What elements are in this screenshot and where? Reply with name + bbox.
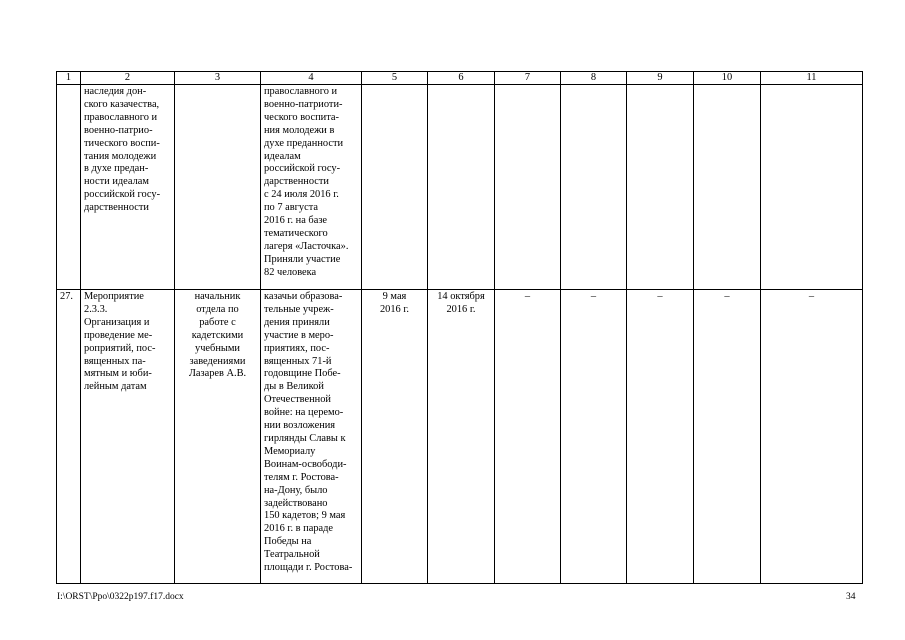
actual-date-cell	[428, 290, 495, 584]
cell-text-line: Организация и	[84, 316, 150, 328]
cell-text-line: по 7 августа	[264, 202, 319, 214]
activity-name-cell	[81, 290, 175, 584]
cell-text-line: духе преданности	[264, 137, 344, 149]
planned-date-cell	[362, 290, 428, 584]
cell-text-line: ческого воспита-	[264, 111, 339, 123]
file-path-footer: I:\ORST\Ppo\0322p197.f17.docx	[57, 592, 184, 602]
cell-text-line: кадетскими	[191, 329, 244, 341]
cell-text-line: роприятий, пос-	[84, 342, 156, 354]
column-number: 4	[261, 72, 362, 85]
cell-text-line: гирлянды Славы к	[264, 432, 346, 444]
cell-text-line: отдела по	[196, 303, 239, 315]
cell-text-line: лейным датам	[84, 381, 147, 393]
cell-text-line: нии возложения	[264, 420, 336, 432]
cell-text-line: вященных 71-й	[264, 355, 332, 367]
cell-text-line: участие в меро-	[264, 329, 334, 341]
cell-text-line: Лазарев А.В.	[188, 368, 247, 380]
cell-text-line: Приняли участие	[264, 253, 341, 265]
cell-text-line: начальник	[194, 291, 241, 302]
responsible-cell	[175, 290, 261, 584]
cell-text-line: казачьи образова-	[264, 291, 343, 302]
cell-text-line: с 24 июля 2016 г.	[264, 189, 339, 201]
cell-text-line: военно-патрио-	[84, 124, 153, 136]
cell-text-line: 150 кадетов; 9 мая	[264, 510, 346, 522]
cell-text-line: в духе предан-	[84, 163, 149, 175]
dash-cell: –	[627, 290, 694, 584]
cell-text-line: православного и	[264, 86, 338, 97]
column-number: 3	[175, 72, 261, 85]
dash-cell: –	[495, 290, 561, 584]
column-number: 5	[362, 72, 428, 85]
cell-text-line: годовщине Побе-	[264, 368, 341, 380]
cell-text-line: 14 октября	[437, 291, 485, 302]
table-cell	[627, 85, 694, 290]
cell-text-line: наследия дон-	[84, 86, 147, 97]
cell-text-line: учебными	[195, 342, 240, 354]
cell-text-line: мятным и юби-	[84, 368, 152, 380]
responsible-cell	[175, 85, 261, 290]
cell-text-line: 2016 г. на базе	[264, 215, 328, 227]
actual-date-cell	[428, 85, 495, 290]
column-number: 8	[561, 72, 627, 85]
cell-text-line: войне: на церемо-	[264, 407, 344, 419]
cell-text-line: дарственности	[84, 202, 149, 214]
table-cell	[561, 85, 627, 290]
cell-text-line: лагеря «Ласточка».	[264, 240, 349, 252]
cell-text-line: работе с	[199, 316, 236, 328]
dash-cell: –	[561, 290, 627, 584]
column-number: 6	[428, 72, 495, 85]
dash-cell: –	[761, 290, 863, 584]
table-row-27	[57, 290, 863, 584]
column-number: 2	[81, 72, 175, 85]
cell-text-line: 2016 г. в параде	[264, 523, 334, 535]
cell-text-line: Мемориалу	[264, 445, 316, 457]
cell-text-line: телям г. Ростова-	[264, 471, 339, 483]
cell-text-line: православного и	[84, 111, 158, 123]
dash-cell: –	[694, 290, 761, 584]
cell-text-line: тания молодежи	[84, 150, 157, 162]
cell-text-line: 2016 г.	[379, 303, 410, 315]
cell-text-line: 2016 г.	[446, 303, 476, 315]
page-number: 34	[846, 592, 856, 602]
cell-text-line: российской госу-	[264, 163, 341, 175]
result-description-cell	[261, 290, 362, 584]
cell-text-line: ды в Великой	[264, 381, 324, 393]
row-number-cell: 27.	[57, 290, 81, 584]
planned-date-cell	[362, 85, 428, 290]
cell-text-line: Отечественной	[264, 394, 331, 406]
table-cell	[694, 85, 761, 290]
row-number-cell	[57, 85, 81, 290]
cell-text-line: дения приняли	[264, 316, 330, 328]
cell-text-line: дарственности	[264, 176, 329, 188]
cell-text-line: российской госу-	[84, 189, 161, 201]
column-number: 1	[57, 72, 81, 85]
cell-text-line: проведение ме-	[84, 329, 153, 341]
cell-text-line: на-Дону, было	[264, 484, 328, 496]
cell-text-line: задействовано	[264, 497, 328, 509]
cell-text-line: идеалам	[264, 150, 301, 162]
cell-text-line: вященных па-	[84, 355, 146, 367]
column-number: 9	[627, 72, 694, 85]
cell-text-line: тельные учреж-	[264, 303, 334, 315]
cell-text-line: Мероприятие	[84, 291, 144, 302]
table-cell	[495, 85, 561, 290]
table-row-continued	[57, 85, 863, 290]
cell-text-line: 2.3.3.	[84, 303, 108, 315]
cell-text-line: приятиях, пос-	[264, 342, 330, 354]
cell-text-line: Театральной	[264, 549, 320, 561]
cell-text-line: ния молодежи в	[264, 124, 335, 136]
column-number: 11	[761, 72, 863, 85]
cell-text-line: площади г. Ростова-	[264, 562, 353, 574]
cell-text-line: тического воспи-	[84, 137, 160, 149]
cell-text-line: 9 мая	[382, 291, 407, 302]
cell-text-line: Воинам-освободи-	[264, 458, 347, 470]
cell-text-line: тематического	[264, 227, 328, 239]
cell-text-line: ского казачества,	[84, 98, 160, 110]
column-number: 10	[694, 72, 761, 85]
report-table	[56, 71, 863, 584]
activity-name-cell	[81, 85, 175, 290]
column-number-row	[57, 72, 863, 85]
result-description-cell	[261, 85, 362, 290]
column-number: 7	[495, 72, 561, 85]
cell-text-line: 82 человека	[264, 266, 317, 278]
cell-text-line: ности идеалам	[84, 176, 149, 188]
cell-text-line: военно-патриоти-	[264, 98, 343, 110]
table-cell	[761, 85, 863, 290]
cell-text-line: заведениями	[189, 355, 246, 367]
cell-text-line: Победы на	[264, 536, 312, 548]
